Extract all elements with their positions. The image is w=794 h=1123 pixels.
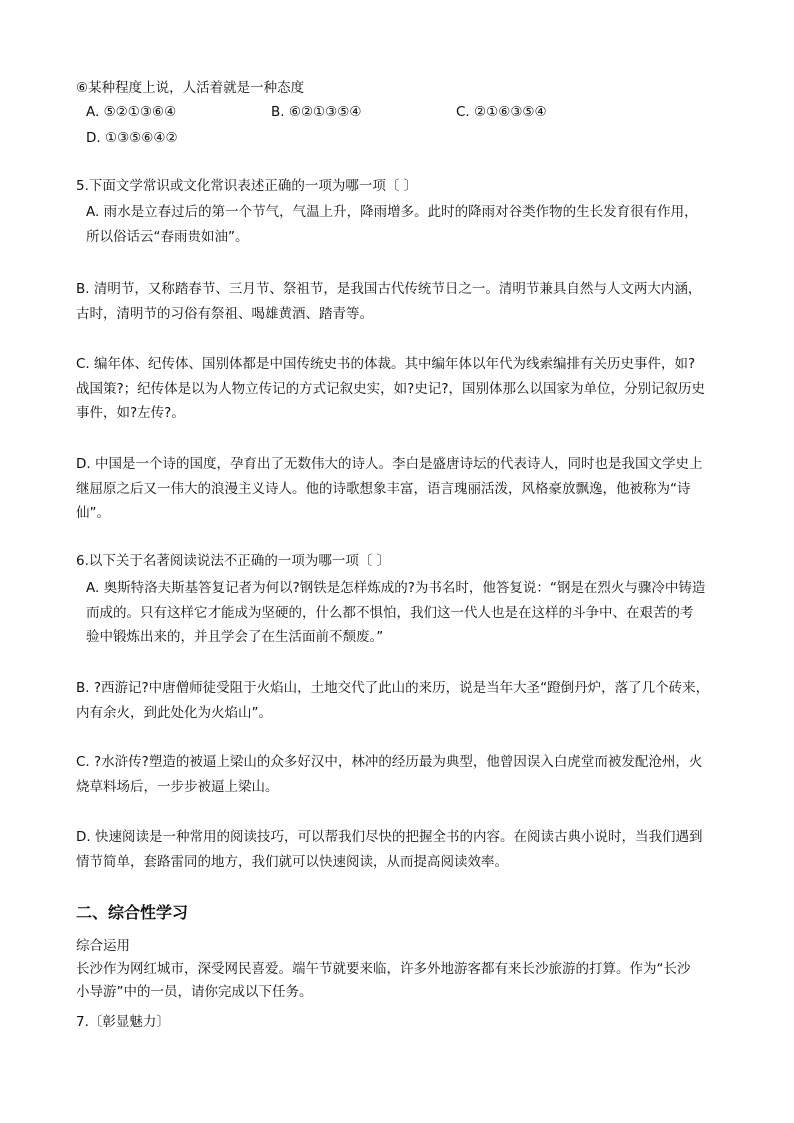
q4-item-6: ⑥某种程度上说，人活着就是一种态度	[76, 80, 305, 96]
q6-b-line-1: B. ?西游记?中唐僧师徒受阻于火焰山，土地交代了此山的来历，说是当年大圣“蹬倒丹炉，落了几个砖来，	[76, 680, 710, 696]
q5-option-c	[76, 352, 722, 426]
section-2-subtitle: 综合运用	[76, 938, 130, 954]
q4-option-d: D. ①③⑤⑥④②	[86, 130, 178, 146]
q6-option-a	[76, 576, 722, 650]
section-2-intro	[76, 958, 722, 1004]
q5-a-line-2: 所以俗话云“春雨贵如油”。	[86, 228, 249, 245]
q7-heading: 7.〔彰显魅力〕	[76, 1014, 170, 1030]
q6-a-line-3: 验中锻炼出来的，并且学会了在生活面前不颓废。”	[86, 629, 384, 645]
section-2-title: 二、综合性学习	[76, 903, 189, 922]
q6-a-line-1: A. 奥斯特洛夫斯基答复记者为何以?钢铁是怎样炼成的?为书名时，他答复说：“钢是在烈火与骤冷中铸造	[86, 580, 706, 596]
q4-option-a: A. ⑤②①③⑥④	[86, 104, 177, 120]
q5-a-line-1: A. 雨水是立春过后的第一个节气，气温上升，降雨增多。此时的降雨对谷类作物的生长发育很有作用，	[86, 204, 698, 220]
q6-d-line-2: 情节简单，套路雷同的地方，我们就可以快速阅读，从而提高阅读效率。	[76, 853, 508, 870]
section-2-intro-line-2: 小导游”中的一员，请你完成以下任务。	[76, 984, 313, 1000]
q5-c-line-3: 事件，如?左传?。	[76, 405, 185, 421]
q4-option-c: C. ②①⑥③⑤④	[456, 104, 547, 120]
q5-option-a	[76, 200, 722, 249]
q6-stem: 6.以下关于名著阅读说法不正确的一项为哪一项〔 〕	[76, 553, 391, 569]
q6-c-line-1: C. ?水浒传?塑造的被逼上梁山的众多好汉中，林冲的经历最为典型，他曾因误入白虎堂而被发配沧州，火	[76, 754, 703, 770]
q4-option-b: B. ⑥②①③⑤④	[271, 104, 362, 120]
q5-stem: 5.下面文学常识或文化常识表述正确的一项为哪一项〔 〕	[76, 178, 418, 194]
q5-d-line-2: 继屈原之后又一伟大的浪漫主义诗人。他的诗歌想象丰富，语言瑰丽活泼，风格豪放飘逸，他被称为“诗	[76, 480, 691, 497]
q5-c-line-1: C. 编年体、纪传体、国别体都是中国传统史书的体裁。其中编年体以年代为线索编排有关历史事件，如?	[76, 356, 696, 372]
q5-option-b	[76, 277, 722, 326]
q6-a-line-2: 而成的。只有这样它才能成为坚硬的，什么都不惧怕，我们这一代人也是在这样的斗争中、在艰苦的考	[86, 604, 694, 621]
q5-d-line-3: 仙”。	[76, 505, 110, 521]
q6-d-line-1: D. 快速阅读是一种常用的阅读技巧，可以帮我们尽快的把握全书的内容。在阅读古典小说时，当我们遇到	[76, 829, 703, 845]
q5-b-line-2: 古时，清明节的习俗有祭祖、喝雄黄酒、踏青等。	[76, 305, 373, 322]
q6-c-line-2: 烧草料场后，一步步被逼上梁山。	[76, 778, 279, 795]
q5-d-line-1: D. 中国是一个诗的国度，孕育出了无数伟大的诗人。李白是盛唐诗坛的代表诗人，同时也是我国文学史上	[76, 456, 703, 472]
q6-option-c	[76, 750, 722, 799]
q6-b-line-2: 内有余火，到此处化为火焰山”。	[76, 704, 272, 721]
q6-option-d	[76, 825, 722, 874]
section-2-intro-line-1: 长沙作为网红城市，深受网民喜爱。端午节就要来临，许多外地游客都有来长沙旅游的打算。作为“长沙	[76, 961, 691, 977]
q5-option-d	[76, 452, 722, 526]
q5-c-line-2: 战国策?；纪传体是以为人物立传记的方式记叙史实，如?史记?，国别体那么以国家为单位，分别记叙历史	[76, 380, 705, 397]
q6-option-b	[76, 676, 722, 725]
q5-b-line-1: B. 清明节，又称踏春节、三月节、祭祖节，是我国古代传统节日之一。清明节兼具自然与人文两大内涵，	[76, 281, 702, 297]
